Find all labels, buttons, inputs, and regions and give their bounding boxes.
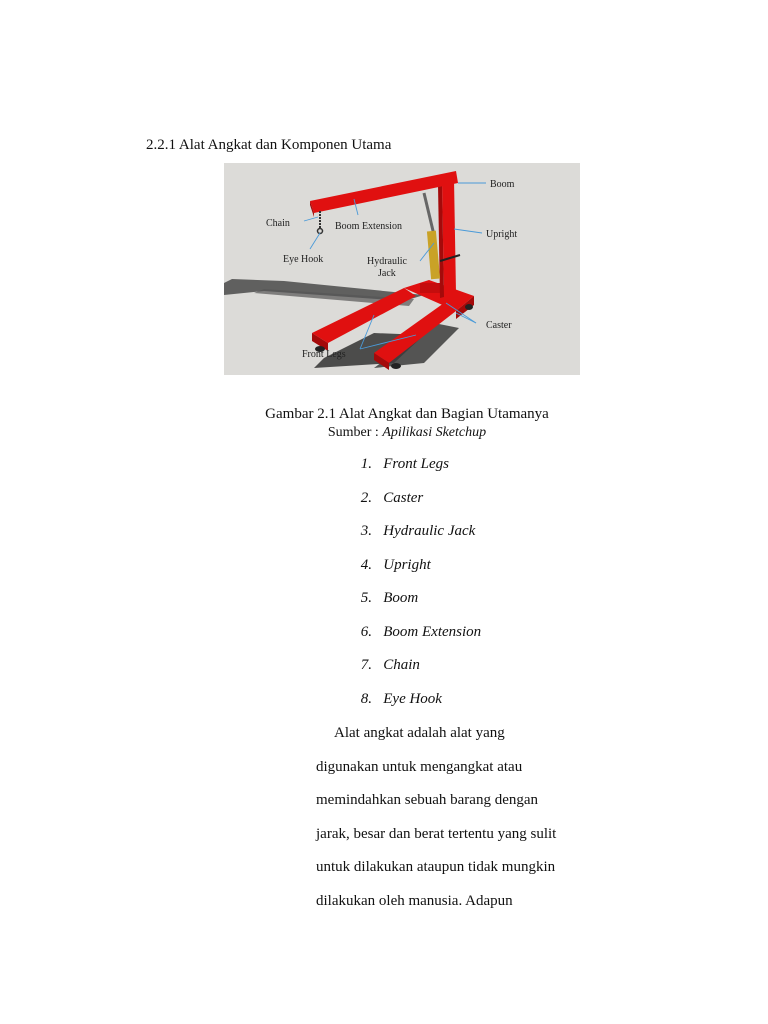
list-item	[336, 557, 481, 591]
list-number: 1.	[360, 456, 372, 472]
paragraph-line: memindahkan sebuah barang dengan	[316, 792, 539, 808]
list-item	[336, 490, 481, 524]
label-caster: Caster	[486, 320, 512, 331]
parts-list	[336, 456, 481, 724]
list-number: 5.	[360, 590, 372, 606]
source-prefix: Sumber :	[327, 425, 383, 440]
paragraph-line: digunakan untuk mengangkat atau	[316, 758, 523, 775]
list-number: 6.	[360, 623, 372, 640]
paragraph-line: dilakukan oleh manusia. Adapun	[316, 892, 513, 909]
paragraph-line: untuk dilakukan ataupun tidak mungkin	[316, 859, 556, 875]
upright	[438, 179, 456, 298]
figure-source	[0, 425, 768, 441]
list-number: 4.	[360, 556, 372, 573]
boom	[310, 171, 458, 217]
list-item	[336, 624, 481, 658]
label-boom: Boom	[490, 179, 515, 190]
list-text: Caster	[383, 489, 424, 506]
list-text: Eye Hook	[383, 690, 442, 707]
label-eye-hook: Eye Hook	[283, 254, 324, 265]
label-jack: Jack	[378, 268, 396, 279]
list-item	[336, 691, 481, 725]
paragraph-line: jarak, besar dan berat tertentu yang sulit	[316, 825, 557, 842]
body-paragraph	[316, 725, 616, 926]
paragraph-line: Alat angkat adalah alat yang	[334, 725, 505, 741]
list-text: Hydraulic Jack	[383, 523, 476, 539]
list-text: Front Legs	[383, 456, 449, 472]
list-number: 8.	[360, 690, 372, 707]
label-upright: Upright	[486, 229, 518, 240]
source-name: Apilikasi Sketchup	[382, 425, 487, 440]
label-boom-extension: Boom Extension	[335, 221, 402, 232]
figure-caption: Gambar 2.1 Alat Angkat dan Bagian Utamanya	[265, 406, 549, 422]
label-hydraulic: Hydraulic	[367, 256, 407, 267]
crane-figure	[224, 163, 580, 375]
label-front-legs: Front Legs	[302, 349, 346, 360]
list-number: 2.	[360, 489, 372, 506]
list-item	[336, 523, 481, 557]
list-number: 7.	[360, 657, 372, 673]
list-text: Chain	[383, 657, 420, 673]
section-title: 2.2.1 Alat Angkat dan Komponen Utama	[146, 137, 392, 153]
list-item	[336, 590, 481, 624]
list-item	[336, 657, 481, 691]
list-number: 3.	[360, 523, 372, 539]
chain-hook	[318, 211, 323, 234]
list-item	[336, 456, 481, 490]
list-text: Boom Extension	[383, 623, 482, 640]
label-chain: Chain	[266, 218, 290, 229]
crane-illustration	[224, 163, 580, 375]
list-text: Upright	[383, 556, 431, 573]
list-text: Boom	[383, 590, 419, 606]
